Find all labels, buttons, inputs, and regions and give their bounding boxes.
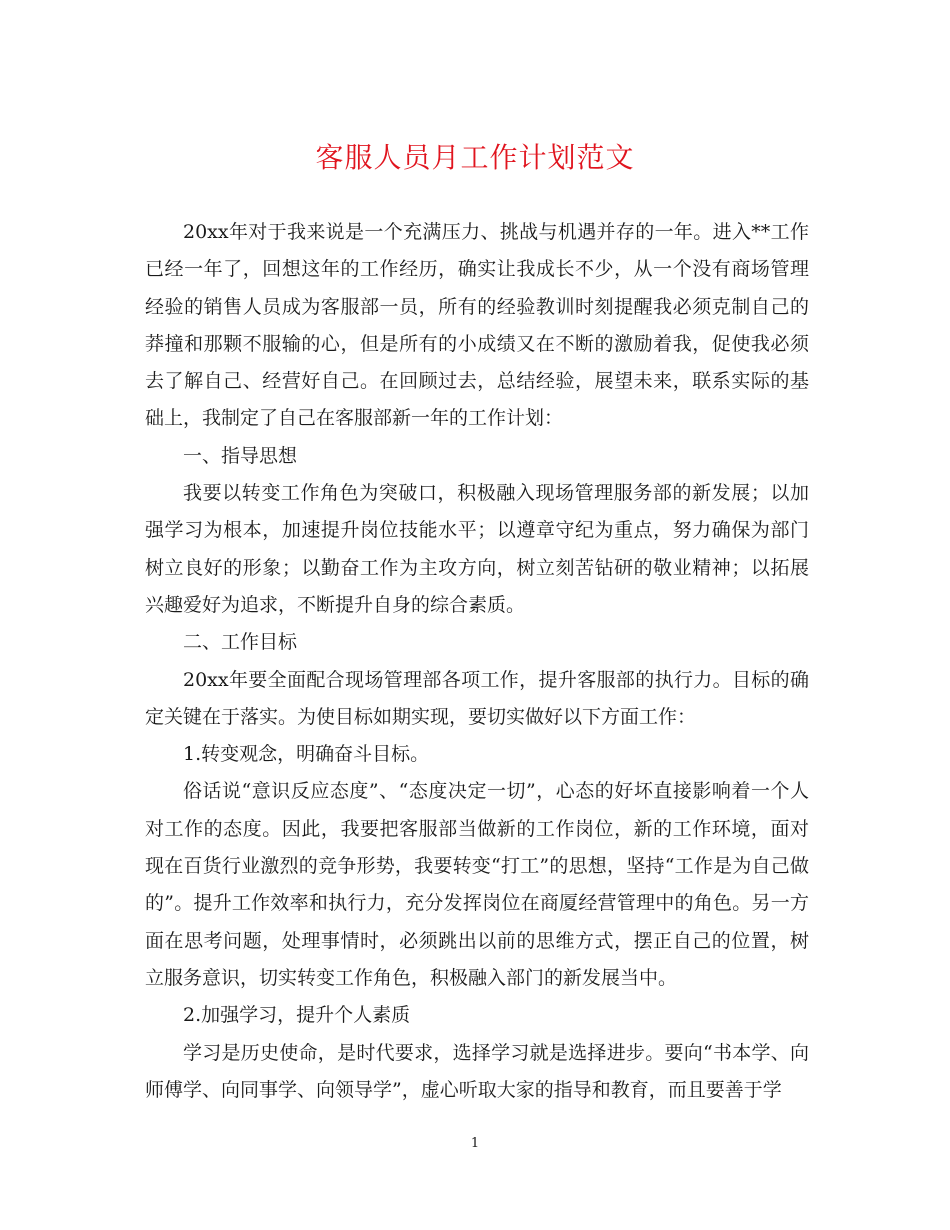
heading-work-goals: 二、工作目标 [183,631,298,654]
paragraph-strengthen-learning: 学习是历史使命，是时代要求，选择学习就是选择进步。要向“书本学、向师傅学、向同事学、向领导学”，虚心听取大家的指导和教育，而且要善于学 [145,1041,809,1101]
paragraph-change-mindset: 俗话说“意识反应态度”、“态度决定一切”，心态的好坏直接影响着一个人对工作的态度。因此，我要把客服部当做新的工作岗位，新的工作环境，面对现在百货行业激烈的竞争形势，我要转变“打工”的思想，坚持“工作是为自己做的”。提升工作效率和执行力，充分发挥岗位在商厦经营管理中的角色。另一方面在思考问题，处理事情时，必须跳出以前的思维方式，摆正自己的位置，树立服务意识，切实转变工作角色，积极融入部门的新发展当中。 [145,780,809,989]
subheading-change-mindset: 1.转变观念，明确奋斗目标。 [183,743,430,766]
paragraph-guiding-thought: 我要以转变工作角色为突破口，积极融入现场管理服务部的新发展；以加强学习为根本，加速提升岗位技能水平；以遵章守纪为重点，努力确保为部门树立良好的形象；以勤奋工作为主攻方向，树立刻苦钻研的敬业精神；以拓展兴趣爱好为追求，不断提升自身的综合素质。 [145,482,809,616]
page-number: 1 [470,1136,480,1151]
paragraph-intro: 20xx年对于我来说是一个充满压力、挑战与机遇并存的一年。进入**工作已经一年了，回想这年的工作经历，确实让我成长不少，从一个没有商场管理经验的销售人员成为客服部一员，所有的经验教训时刻提醒我必须克制自己的莽撞和那颗不服输的心，但是所有的小成绩又在不断的激励着我，促使我必须去了解自己、经营好自己。在回顾过去，总结经验，展望未来，联系实际的基础上，我制定了自己在客服部新一年的工作计划： [145,221,809,430]
document-body [145,214,809,1109]
subheading-strengthen-learning: 2.加强学习，提升个人素质 [183,1004,411,1027]
document-title: 客服人员月工作计划范文 [315,141,635,174]
paragraph-work-goals: 20xx年要全面配合现场管理部各项工作，提升客服部的执行力。目标的确定关键在于落实。为使目标如期实现，要切实做好以下方面工作： [145,668,809,728]
heading-guiding-thought: 一、指导思想 [183,444,298,467]
